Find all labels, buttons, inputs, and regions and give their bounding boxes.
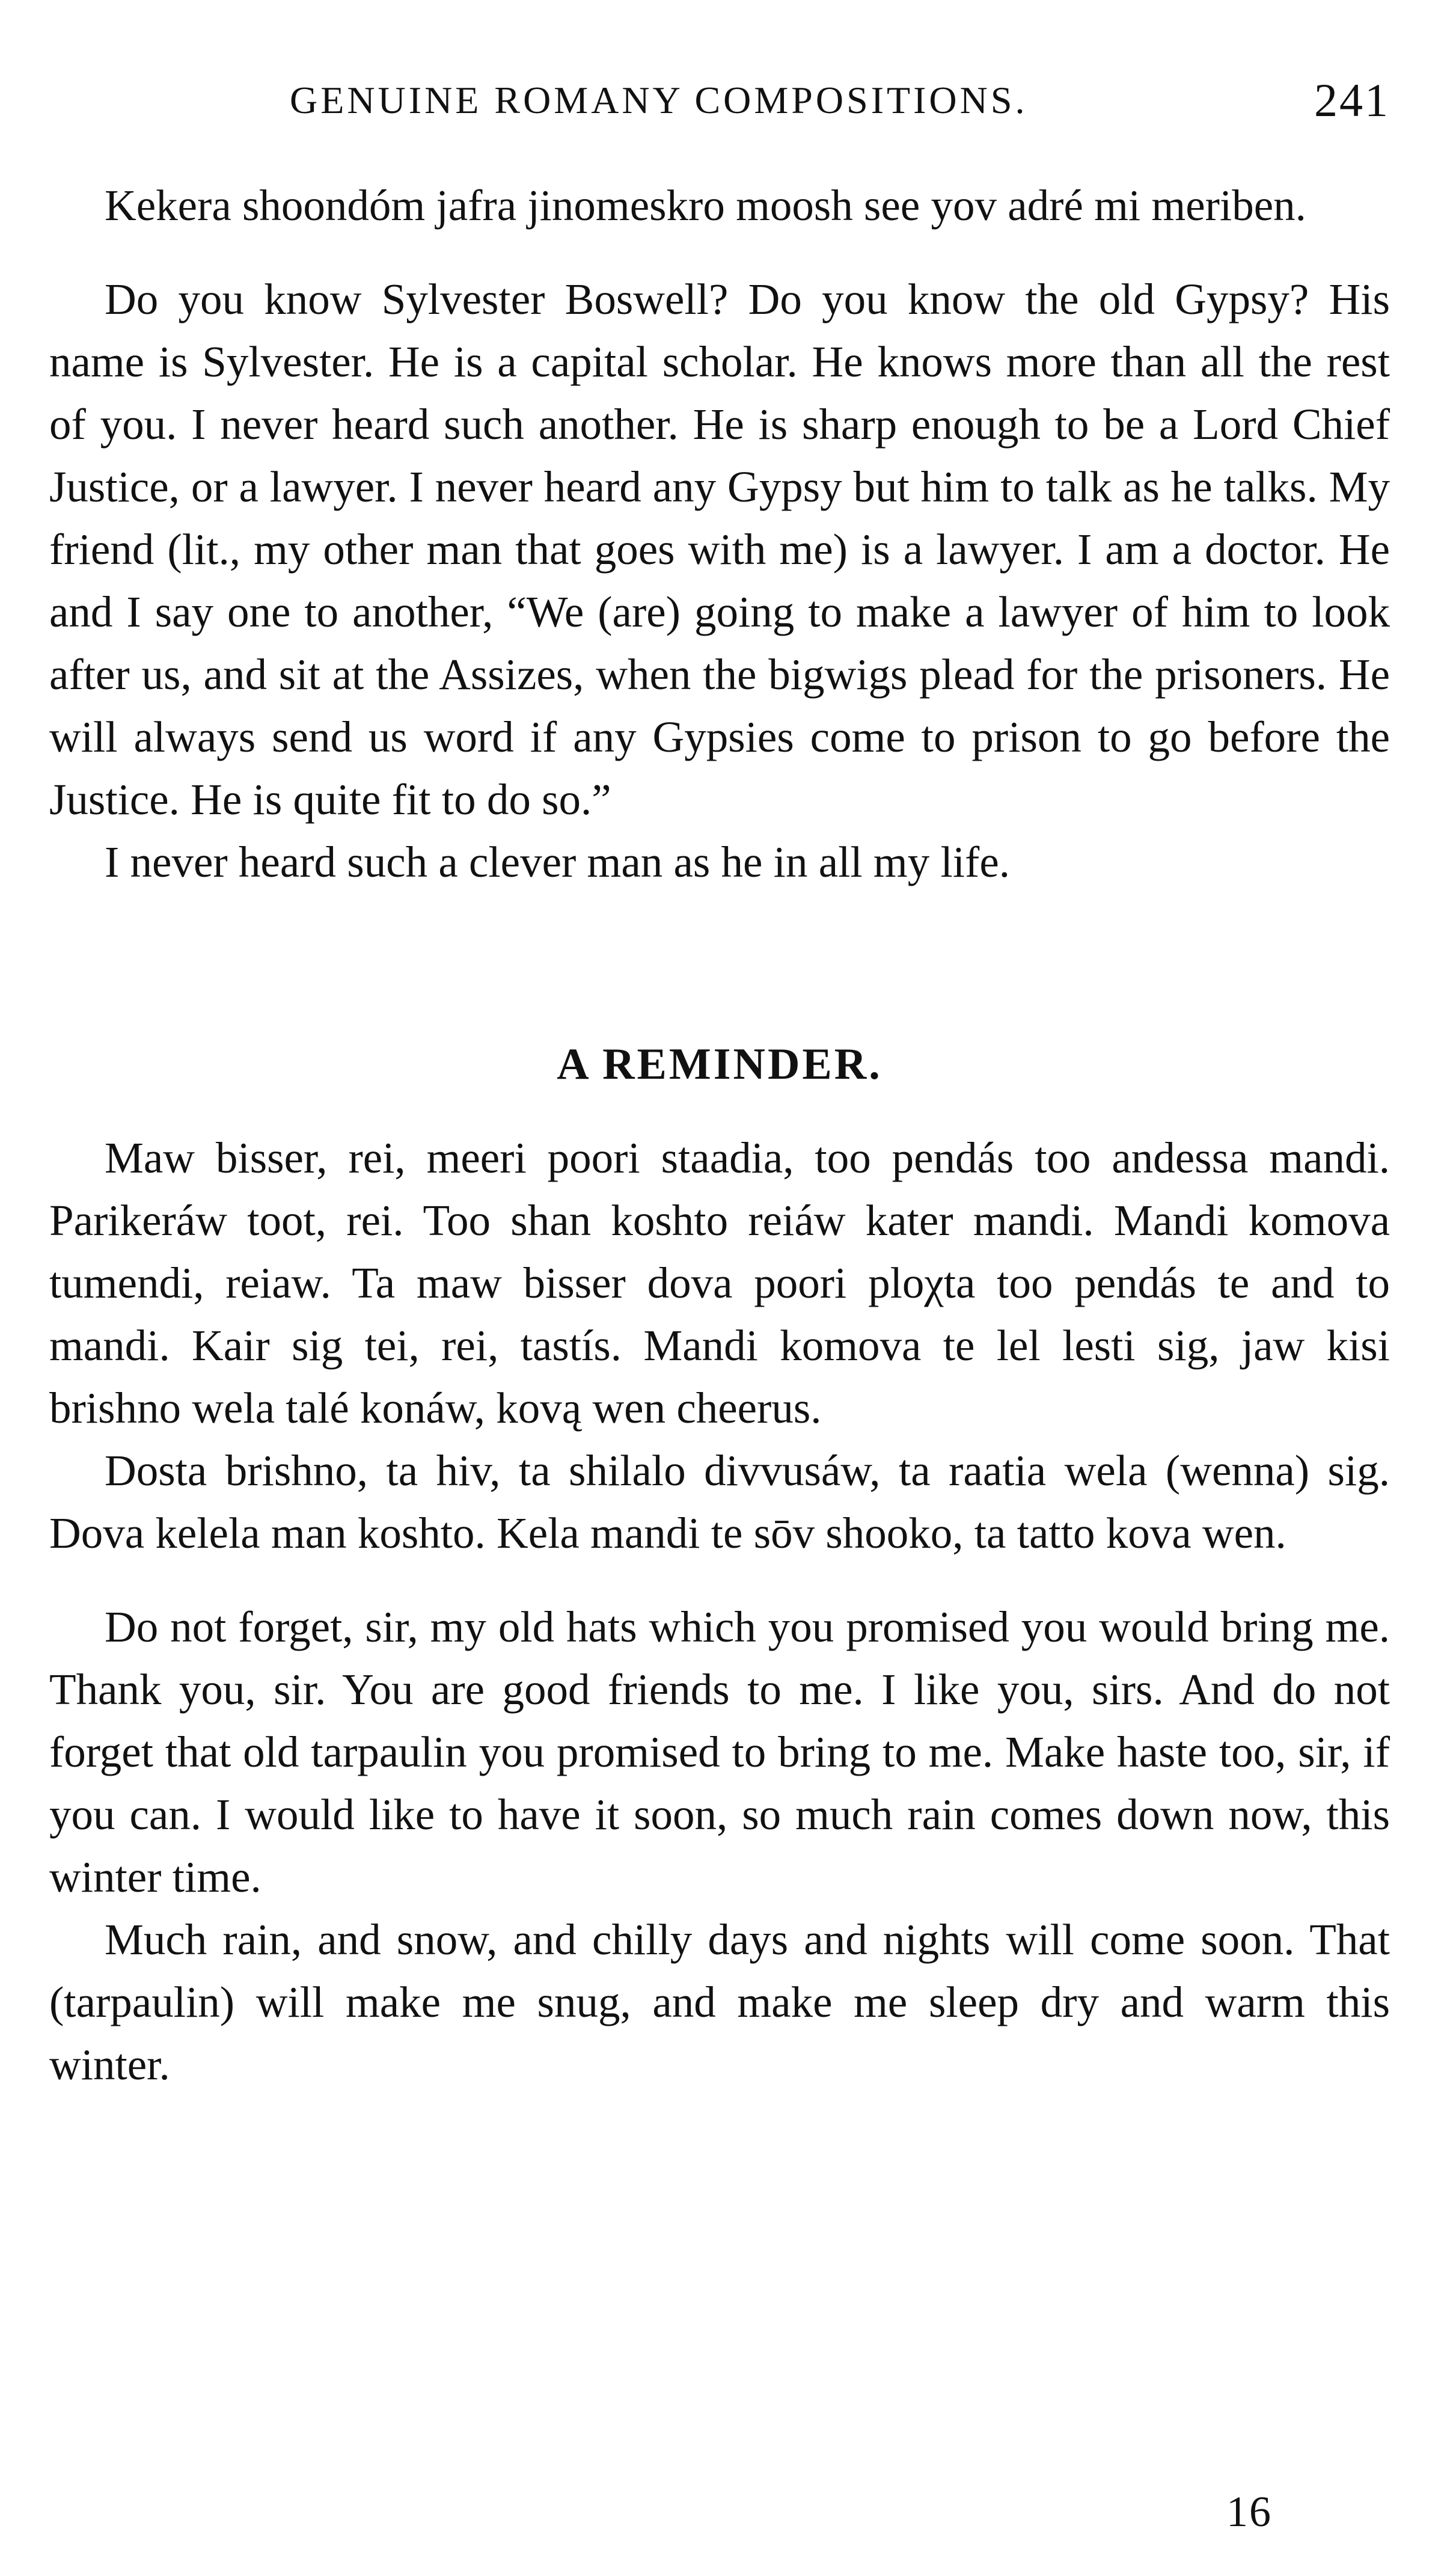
- running-title: GENUINE ROMANY COMPOSITIONS.: [290, 79, 1028, 121]
- romany-paragraph-1: Kekera shoondóm jafra jinomeskro moosh see yov adré mi meriben.: [105, 181, 1306, 230]
- page-number: 241: [1314, 74, 1390, 126]
- romany-paragraph-2: Maw bisser, rei, meeri poori staadia, too pendás too andessa mandi. Parikeráw toot, rei. Too shan koshto reiáw kater mandi. Mandi komova tumendi, reiaw. Ta maw bisser dova poori ploχta too pendás te and to mandi. Kair sig tei, rei, tastís. Mandi komova te lel lesti sig, jaw kisi brishno wela talé konáw, kovą wen cheerus.: [49, 1133, 1390, 1432]
- body-text: [49, 174, 1390, 2096]
- signature-mark: 16: [1226, 2488, 1272, 2536]
- translation-paragraph-1: Do you know Sylvester Boswell? Do you know the old Gypsy? His name is Sylvester. He is a capital scholar. He knows more than all the rest of you. I never heard such another. He is sharp enough to be a Lord Chief Justice, or a lawyer. I never heard any Gypsy but him to talk as he talks. My friend (lit., my other man that goes with me) is a lawyer. I am a doctor. He and I say one to another, “We (are) going to make a lawyer of him to look after us, and sit at the Assizes, when the bigwigs plead for the prisoners. He will always send us word if any Gypsies come to prison to go before the Justice. He is quite fit to do so.”: [49, 275, 1390, 824]
- section-title: A REMINDER.: [557, 1040, 883, 1089]
- romany-paragraph-3: Dosta brishno, ta hiv, ta shilalo divvusáw, ta raatia wela (wenna) sig. Dova kelela man koshto. Kela mandi te sōv shooko, ta tatto kova wen.: [49, 1446, 1390, 1557]
- running-header: [49, 73, 1390, 127]
- book-page: [49, 0, 1390, 2576]
- translation-paragraph-3: Do not forget, sir, my old hats which you promised you would bring me. Thank you, sir. You are good friends to me. I like you, sirs. And do not forget that old tarpaulin you promised to bring to me. Make haste too, sir, if you can. I would like to have it soon, so much rain comes down now, this winter time.: [49, 1602, 1390, 1901]
- translation-paragraph-4: Much rain, and snow, and chilly days and nights will come soon. That (tarpaulin) will make me snug, and make me sleep dry and warm this winter.: [49, 1915, 1390, 2089]
- translation-paragraph-2: I never heard such a clever man as he in all my life.: [105, 838, 1010, 886]
